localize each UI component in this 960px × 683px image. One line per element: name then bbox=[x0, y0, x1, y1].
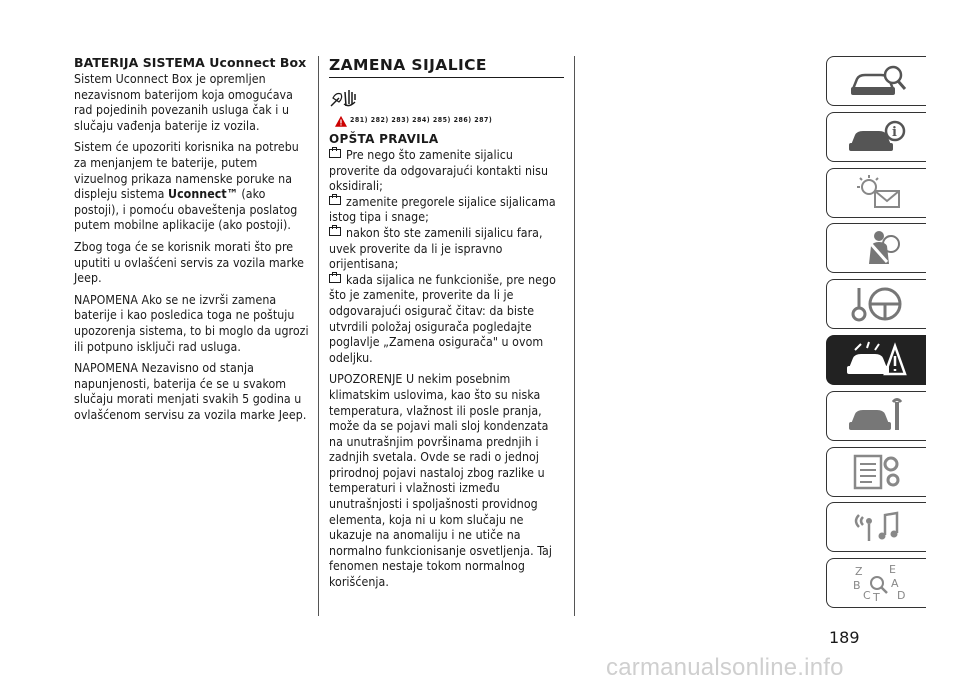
tab-technical-data[interactable] bbox=[826, 447, 926, 497]
steering-key-icon bbox=[845, 284, 909, 324]
index-letter: T bbox=[872, 591, 880, 604]
warning-light-message-icon bbox=[845, 173, 909, 213]
car-info-icon bbox=[845, 117, 909, 157]
pointer-bullet-icon bbox=[329, 196, 341, 205]
tab-starting-driving[interactable] bbox=[826, 279, 926, 329]
general-rules-heading: OPŠTA PRAVILA bbox=[329, 132, 439, 146]
watermark-footer: carmanualsonline.info bbox=[606, 654, 844, 681]
bulb-replacement-icon bbox=[329, 84, 365, 112]
condensation-note: UPOZORENJE U nekim posebnim klimatskim uslovima, kao što su niska temperatura, vlažnost ili posle pranja, može da se pojavi mali sloj kondenzata na unutrašnjim površinama prednjih i zadnjih svetala. Ovde se radi o jednoj prirodnoj pojavi nastaloj zbog razlike u temperaturi i vlažnosti između unutrašnjosti i spoljašnosti providnog elementa, koja ni u kom slučaju ne ukazuje na anomaliju i ne utiče na normalno funkcionisanje osvetljenja. Taj fenomen nestaje tokom normalnog korišćenja. bbox=[329, 372, 552, 590]
index-letter: Z bbox=[854, 565, 863, 579]
column-divider-2 bbox=[574, 56, 575, 616]
index-letter: E bbox=[888, 563, 896, 577]
tab-safety[interactable] bbox=[826, 223, 926, 273]
warning-references bbox=[335, 114, 564, 128]
bulb-replacement-heading: ZAMENA SIJALICE bbox=[329, 56, 564, 78]
pointer-bullet-icon bbox=[329, 227, 341, 236]
svg-text:i: i bbox=[891, 124, 897, 140]
right-column bbox=[329, 56, 564, 597]
car-breakdown-icon bbox=[845, 340, 909, 380]
tab-maintenance[interactable] bbox=[826, 391, 926, 441]
pointer-bullet-icon bbox=[329, 149, 341, 158]
uconnect-brand: Uconnect™ bbox=[168, 187, 238, 202]
battery-paragraph-1: Sistem Uconnect Box je opremljen nezavisnom baterijom koja omogućava rad pojedinih povezanih usluga čak i u slučaju vađenja baterije iz vozila. bbox=[74, 72, 293, 133]
car-service-icon bbox=[845, 396, 909, 436]
warning-numbers: 281) 282) 283) 284) 285) 286) 287) bbox=[350, 116, 493, 125]
specs-gear-icon bbox=[845, 452, 909, 492]
seatbelt-airbag-icon bbox=[845, 228, 909, 268]
list-item: Pre nego što zamenite sijalicu proverite da odgovarajući kontakti nisu oksidirali; bbox=[329, 148, 549, 194]
chapter-tabs bbox=[826, 56, 928, 614]
tab-index[interactable] bbox=[826, 558, 926, 608]
battery-paragraph-2: Sistem će upozoriti korisnika na potrebu za menjanjem te baterije, putem vizuelnog prikaza namenske poruke na displeju sistema Uconnect™ (ako postoji), i pomoću obaveštenja poslatog putem mobilne aplikacije (ako postoji). bbox=[74, 140, 299, 233]
page-number: 189 bbox=[829, 628, 860, 647]
bulb-icon-row bbox=[329, 84, 564, 112]
pointer-bullet-icon bbox=[329, 274, 341, 283]
battery-note-2: NAPOMENA Nezavisno od stanja napunjenosti, baterija će se u svakom slučaju morati menjati svakih 5 godina u ovlašćenom servisu za vozila marke Jeep. bbox=[74, 361, 307, 422]
alphabetic-index-icon bbox=[845, 563, 909, 603]
car-search-icon bbox=[845, 61, 909, 101]
tab-emergency[interactable] bbox=[826, 335, 926, 385]
battery-heading: BATERIJA SISTEMA Uconnect Box bbox=[74, 55, 307, 70]
multimedia-icon bbox=[845, 507, 909, 547]
list-item: zamenite pregorele sijalice sijalicama istog tipa i snage; bbox=[329, 194, 556, 225]
index-letter: D bbox=[896, 589, 905, 603]
list-item: nakon što ste zamenili sijalicu fara, uvek proverite da li je ispravno orijentisana; bbox=[329, 225, 543, 272]
list-item: kada sijalica ne funkcioniše, pre nego što je zamenite, proverite da li je odgovarajući osigurač čitav: da biste utvrdili položaj osigurača pogledajte poglavlje „Zamena osigurača" u ovom odeljku. bbox=[329, 272, 556, 365]
tab-warning-lights[interactable] bbox=[826, 168, 926, 218]
index-letter: A bbox=[890, 577, 899, 591]
index-letter: B bbox=[852, 579, 861, 593]
column-divider-1 bbox=[318, 56, 319, 616]
tab-multimedia[interactable] bbox=[826, 502, 926, 552]
warning-triangle-icon bbox=[335, 116, 347, 127]
left-column bbox=[74, 56, 309, 429]
battery-paragraph-3: Zbog toga će se korisnik morati što pre uputiti u ovlašćeni servis za vozila marke Jeep. bbox=[74, 239, 304, 286]
tab-car-info[interactable] bbox=[826, 112, 926, 162]
battery-note-1: NAPOMENA Ako se ne izvrši zamena baterije i kao posledica toga ne poštuju upozorenja sistema, to bi moglo da ugrozi ili potpuno isključi rad usluga. bbox=[74, 292, 309, 354]
index-letter: C bbox=[862, 589, 871, 603]
tab-car-search[interactable] bbox=[826, 56, 926, 106]
